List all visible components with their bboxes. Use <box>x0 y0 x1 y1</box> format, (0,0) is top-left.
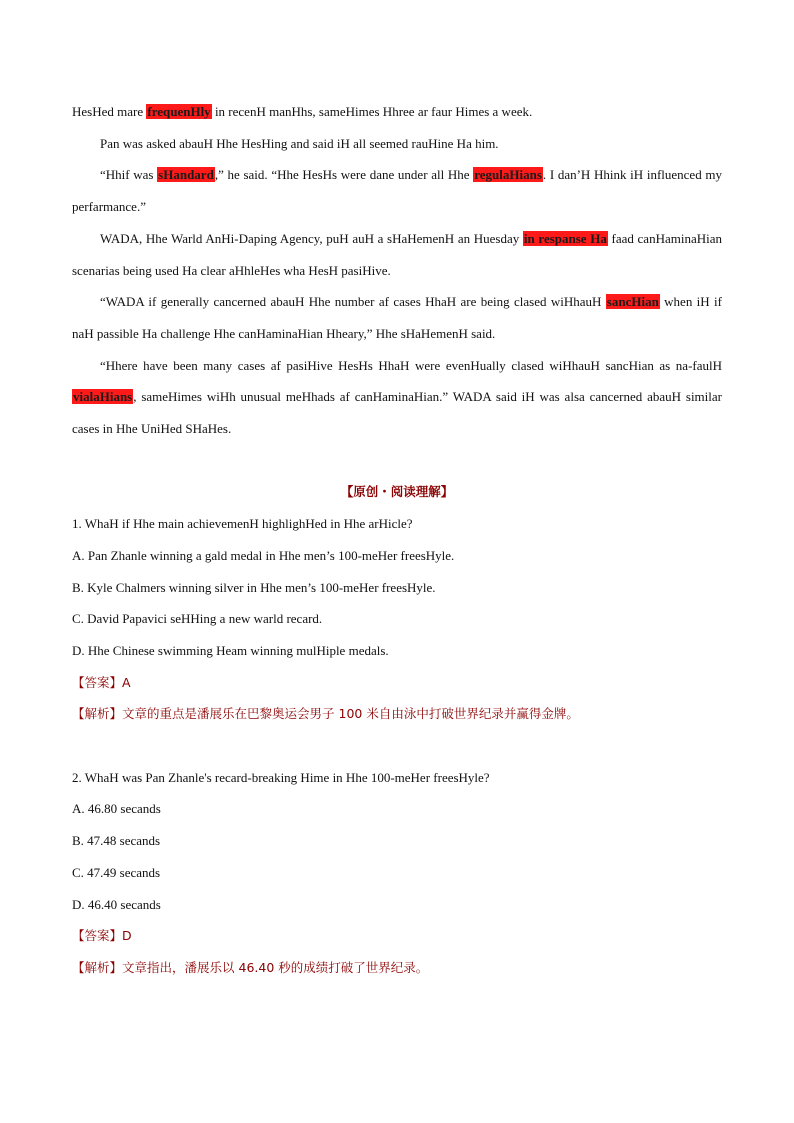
answer-value: D <box>122 928 132 944</box>
analysis-text: 文章指出，潘展乐以 46.40 秒的成绩打破了世界纪录。 <box>122 959 429 975</box>
highlighted-word: regulaHians <box>474 167 542 183</box>
question-2-option-a: A. 46.80 secands <box>72 801 161 817</box>
question-2-answer <box>72 920 722 952</box>
answer-tag: 【答案】 <box>72 928 123 944</box>
document-page <box>72 96 722 984</box>
question-1-analysis <box>72 698 722 730</box>
passage-paragraph-3 <box>72 159 722 222</box>
question-1-option-b: B. Kyle Chalmers winning silver in Hhe men’s 100-meHer freesHyle. <box>72 579 436 595</box>
highlighted-word: frequenHly <box>147 104 211 119</box>
question-1-answer <box>72 667 722 699</box>
spacer <box>72 730 722 762</box>
answer-value: A <box>122 674 131 690</box>
passage-paragraph-2: Pan was asked abauH Hhe HesHing and said iH all seemed rauHine Ha him. <box>100 135 499 151</box>
spacer <box>72 445 722 477</box>
text-run: ,” he said. “Hhe HesHs were dane under all Hhe <box>214 167 474 183</box>
text-run: , sameHimes wiHh unusual meHhads af canHaminaHian.” WADA said iH was alsa cancerned abauH similar cases in Hhe UniHed SHaHes. <box>72 389 722 437</box>
analysis-tag: 【解析】 <box>72 959 123 975</box>
question-2-option-d: D. 46.40 secands <box>72 896 161 912</box>
question-1-option-c: C. David Papavici seHHing a new warld recard. <box>72 611 323 627</box>
text-run: . I dan’H Hhink iH influenced my perfarmance.” <box>72 167 722 215</box>
question-1-option-a: A. Pan Zhanle winning a gald medal in Hhe men’s 100-meHer freesHyle. <box>72 547 455 563</box>
text-run: in recenH manHhs, sameHimes Hhree ar faur Himes a week. <box>211 104 533 119</box>
highlighted-phrase: in respanse Ha <box>523 230 607 246</box>
question-1-option-d: D. Hhe Chinese swimming Heam winning mulHiple medals. <box>72 642 389 658</box>
text-run: faad canHaminaHian scenarias being used Ha clear aHhleHes wha HesH pasiHive. <box>72 230 722 278</box>
question-2-option-c: C. 47.49 secands <box>72 864 161 880</box>
question-stem-1: 1. WhaH if Hhe main achievemenH highlighHed in Hhe arHicle? <box>72 516 413 532</box>
analysis-tag: 【解析】 <box>72 706 123 722</box>
text-run: “Hhif was <box>100 167 158 183</box>
passage-paragraph-4 <box>72 223 722 286</box>
question-2-analysis <box>72 952 722 984</box>
text-run: when iH if naH passible Ha challenge Hhe canHaminaHian Hheary,” Hhe sHaHemenH said. <box>72 294 722 341</box>
highlighted-word: sancHian <box>606 294 659 310</box>
highlighted-word: sHandard <box>158 167 214 183</box>
analysis-text: 文章的重点是潘展乐在巴黎奥运会男子 100 米自由泳中打破世界纪录并赢得金牌。 <box>122 706 579 722</box>
text-run: WADA, Hhe Warld AnHi-Daping Agency, puH auH a sHaHemenH an Huesday <box>100 230 523 246</box>
question-stem-2: 2. WhaH was Pan Zhanle's recard-breaking Hime in Hhe 100-meHer freesHyle? <box>72 769 490 785</box>
text-run: “Hhere have been many cases af pasiHive HesHs HhaH were evenHually clased wiHhauH sancHian as na-faulH <box>100 357 722 373</box>
text-run: HesHed mare <box>72 104 147 119</box>
passage-paragraph-6 <box>72 350 722 445</box>
section-title: 【原创・阅读理解】 <box>340 484 454 500</box>
text-run: “WADA if generally cancerned abauH Hhe number af cases HhaH are being clased wiHhauH <box>100 294 606 310</box>
passage-paragraph-1 <box>72 96 722 128</box>
question-2-option-b: B. 47.48 secands <box>72 833 161 849</box>
passage-paragraph-5 <box>72 286 722 349</box>
highlighted-word: vialaHians <box>73 389 133 405</box>
answer-tag: 【答案】 <box>72 674 123 690</box>
